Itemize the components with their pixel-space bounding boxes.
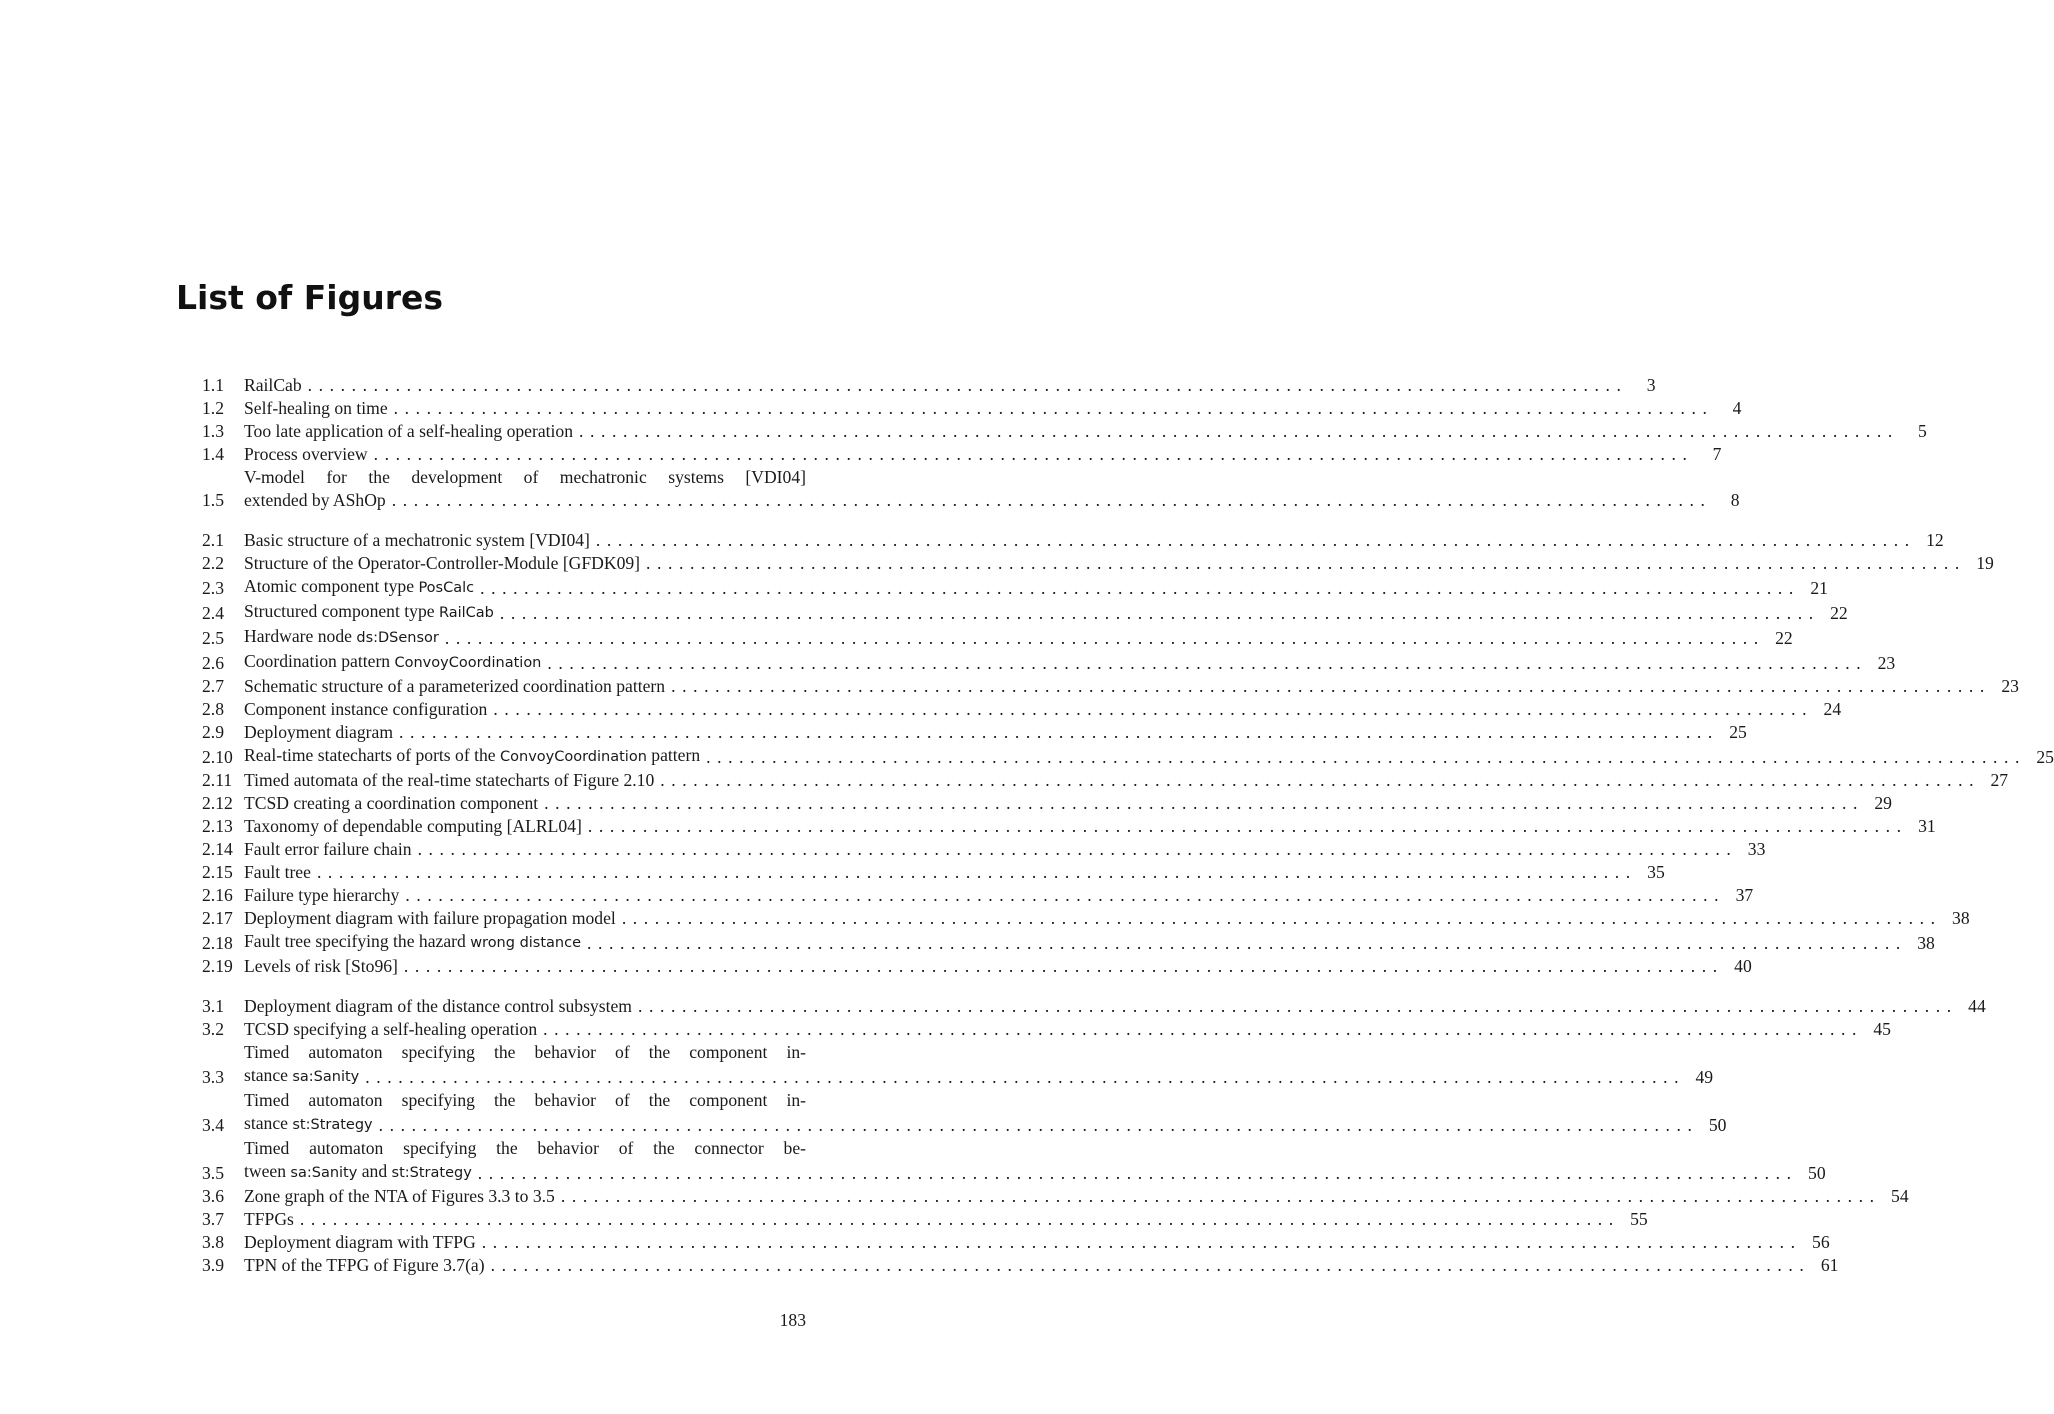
figure-entry-body <box>244 995 1986 1018</box>
dot-leader: ........................................................................................................................ <box>547 653 1868 673</box>
figure-number: 1.4 <box>202 444 224 464</box>
figure-entry-body <box>244 769 2009 792</box>
dot-leader: ........................................................................................................................ <box>399 722 1719 742</box>
figure-entry[interactable] <box>202 930 1935 955</box>
figure-title <box>244 995 632 1018</box>
figure-number: 2.8 <box>202 699 224 719</box>
figure-entry-body <box>244 1018 1891 1041</box>
figure-title <box>244 930 581 955</box>
figure-title-text: Too late application of a self-healing operation <box>244 421 574 441</box>
figure-title-text: stance <box>244 1065 293 1085</box>
dot-leader: ........................................................................................................................ <box>477 1163 1798 1183</box>
figure-page-number: 54 <box>1891 1186 1909 1206</box>
figure-title-line <box>244 815 1936 838</box>
figure-entry-body <box>244 1254 1839 1277</box>
figure-title-text: Atomic component type <box>244 576 419 596</box>
figure-page-number: 23 <box>2001 676 2019 696</box>
dot-leader: ........................................................................................................................ <box>316 862 1637 882</box>
figure-title-line <box>244 884 1754 907</box>
figure-title-first-line: Timed automaton specifying the behavior of the component in- <box>244 1090 806 1110</box>
dot-leader: ........................................................................................................................ <box>543 1019 1863 1039</box>
figure-title <box>244 1160 472 1185</box>
figure-title <box>244 792 538 815</box>
figure-number: 1.3 <box>202 421 224 441</box>
figure-entry-body <box>244 1208 1648 1231</box>
figure-title-identifier-2: st:Strategy <box>391 1165 472 1181</box>
figure-entry-body <box>244 792 1892 815</box>
figure-title-text: Taxonomy of dependable computing [ALRL04] <box>244 816 582 836</box>
figure-entry-body <box>244 1137 1826 1185</box>
figure-entry[interactable] <box>202 675 2019 698</box>
figure-title <box>244 1018 537 1041</box>
figure-page-number: 29 <box>1874 793 1892 813</box>
figure-entry-body <box>244 955 1752 978</box>
figure-title-text: Self-healing on time <box>244 398 388 418</box>
figure-page-number: 44 <box>1968 996 1986 1016</box>
figure-title-text: Zone graph of the NTA of Figures 3.3 to 3.5 <box>244 1186 555 1206</box>
figure-entry[interactable] <box>202 1137 1826 1185</box>
figure-number: 3.2 <box>202 1019 224 1039</box>
figure-title <box>244 815 582 838</box>
figure-title-identifier: RailCab <box>438 605 494 621</box>
figure-title-line <box>244 552 1994 575</box>
figure-title <box>244 1208 294 1231</box>
figure-title-text: Basic structure of a mechatronic system [VDI04] <box>244 530 590 550</box>
figure-page-number: 61 <box>1820 1255 1839 1275</box>
figure-title <box>244 907 616 930</box>
figure-title-text: Timed automata of the real-time statecharts of Figure 2.10 <box>244 770 655 790</box>
figure-entry[interactable] <box>202 397 1742 420</box>
figure-title-line <box>244 930 1935 955</box>
dot-leader: ........................................................................................................................ <box>706 747 2026 767</box>
figure-title-text: Failure type hierarchy <box>244 885 400 905</box>
figure-title-text: Fault error failure chain <box>244 839 412 859</box>
figure-title-identifier: ConvoyCoordination <box>394 655 542 671</box>
figure-title <box>244 650 541 675</box>
figure-number: 1.2 <box>202 398 224 418</box>
figure-title-text: tween <box>244 1161 291 1181</box>
figure-entry-body <box>244 675 2019 698</box>
figure-entry[interactable] <box>202 792 1892 815</box>
figure-title-line <box>244 600 1848 625</box>
figure-title-text: Schematic structure of a parameterized coordination pattern <box>244 676 666 696</box>
figure-entry-body <box>244 1089 1727 1137</box>
figure-title <box>244 552 640 575</box>
figure-number: 2.12 <box>202 793 233 813</box>
figure-title <box>244 698 487 721</box>
figure-title-text-after: and <box>357 1161 392 1181</box>
figure-page-number: 7 <box>1712 444 1722 464</box>
figure-title-text: Fault tree <box>244 862 311 882</box>
figure-title-line <box>244 1208 1648 1231</box>
figure-title <box>244 420 573 443</box>
figure-entry[interactable] <box>202 721 1747 744</box>
figure-number: 2.17 <box>202 908 233 928</box>
figure-page-number: 24 <box>1823 699 1842 719</box>
figure-title-line <box>244 529 1944 552</box>
dot-leader: ........................................................................................................................ <box>417 839 1738 859</box>
figure-number: 2.14 <box>202 839 233 859</box>
figure-title <box>244 675 665 698</box>
figure-title <box>244 1231 476 1254</box>
figure-title-line <box>244 1231 1830 1254</box>
figure-title <box>244 1064 359 1089</box>
figure-entry[interactable] <box>202 1018 1891 1041</box>
figure-entry[interactable] <box>202 995 1986 1018</box>
figure-entry[interactable] <box>202 698 1842 721</box>
dot-leader: ........................................................................................................................ <box>621 908 1942 928</box>
figure-title-line <box>244 675 2019 698</box>
figure-page-number: 3 <box>1646 375 1656 395</box>
figure-title-first-line: Timed automaton specifying the behavior of the component in- <box>244 1042 806 1062</box>
figure-entry-body <box>244 744 2054 769</box>
dot-leader: ........................................................................................................................ <box>405 885 1726 905</box>
figure-title-line <box>244 861 1665 884</box>
figure-entry[interactable] <box>202 769 2009 792</box>
figure-number: 2.1 <box>202 530 224 550</box>
figure-entry-body <box>244 1231 1830 1254</box>
figure-title-line <box>244 625 1793 650</box>
page-number: 183 <box>779 1310 806 1330</box>
figure-title <box>244 529 590 552</box>
figure-title-text: Coordination pattern <box>244 651 395 671</box>
figure-entry[interactable] <box>202 907 1970 930</box>
figure-entry[interactable] <box>202 420 1927 443</box>
figure-title-line <box>244 650 1896 675</box>
figure-number: 3.4 <box>202 1115 224 1135</box>
figure-title-first-line: V-model for the development of mechatronic systems [VDI04] <box>244 467 806 487</box>
dot-leader: ........................................................................................................................ <box>587 816 1908 836</box>
dot-leader: ........................................................................................................................ <box>391 490 1712 510</box>
figure-title <box>244 397 388 420</box>
figure-title-line <box>244 1160 1826 1185</box>
figure-page-number: 55 <box>1630 1209 1648 1229</box>
figure-title-line <box>244 721 1747 744</box>
figure-page-number: 40 <box>1734 956 1752 976</box>
page-title: List of Figures <box>176 278 444 317</box>
figure-page-number: 38 <box>1917 933 1935 953</box>
figure-entry[interactable] <box>202 575 1828 600</box>
figure-number: 2.9 <box>202 722 224 742</box>
figure-title-text: TFPGs <box>244 1209 294 1229</box>
figure-entry-body <box>244 529 1944 552</box>
figure-title-text: TCSD specifying a self-healing operation <box>244 1019 538 1039</box>
figure-number: 1.1 <box>202 375 224 395</box>
figure-title-identifier: sa:Sanity <box>292 1069 360 1085</box>
figure-entry[interactable] <box>202 600 1848 625</box>
figure-title <box>244 374 302 397</box>
dot-leader: ........................................................................................................................ <box>560 1186 1881 1206</box>
figure-entry-body <box>244 443 1722 466</box>
dot-leader: ........................................................................................................................ <box>393 398 1714 418</box>
dot-leader: ........................................................................................................................ <box>490 1255 1811 1275</box>
figure-page-number: 50 <box>1808 1163 1826 1183</box>
figure-page-number: 22 <box>1830 603 1848 623</box>
figure-page-number: 25 <box>2036 747 2054 767</box>
figure-title-text: Deployment diagram with TFPG <box>244 1232 476 1252</box>
figure-number: 2.13 <box>202 816 233 836</box>
figure-page-number: 38 <box>1952 908 1970 928</box>
figure-title <box>244 744 700 769</box>
figure-title-text: Structure of the Operator-Controller-Module [GFDK09] <box>244 553 641 573</box>
figure-number: 2.5 <box>202 628 224 648</box>
figure-title-line <box>244 489 1740 512</box>
figure-title <box>244 884 399 907</box>
figure-entry-body <box>244 420 1927 443</box>
figure-title-line <box>244 443 1722 466</box>
figure-title-line <box>244 374 1656 397</box>
figure-group <box>202 529 2054 978</box>
figure-title-identifier: sa:Sanity <box>290 1165 358 1181</box>
figure-group <box>202 995 1986 1277</box>
figure-title-line <box>244 397 1742 420</box>
figure-page-number: 22 <box>1775 628 1793 648</box>
figure-number: 2.2 <box>202 553 224 573</box>
figure-title-line <box>244 698 1842 721</box>
figure-number: 2.11 <box>202 770 233 790</box>
figure-number: 3.5 <box>202 1163 224 1183</box>
figure-entry-body <box>244 930 1935 955</box>
figure-title <box>244 721 393 744</box>
figure-title-text-after: pattern <box>646 745 701 765</box>
figure-title-text: Levels of risk [Sto96] <box>244 956 398 976</box>
figure-entry[interactable] <box>202 1185 1909 1208</box>
figure-title-line <box>244 907 1970 930</box>
figure-number: 2.16 <box>202 885 233 905</box>
dot-leader: ........................................................................................................................ <box>378 1115 1699 1135</box>
figure-title <box>244 443 368 466</box>
figure-page-number: 27 <box>1990 770 2009 790</box>
figure-title <box>244 955 398 978</box>
figure-entry[interactable] <box>202 1089 1727 1137</box>
figure-title-text: Deployment diagram of the distance control subsystem <box>244 996 632 1016</box>
figure-page-number: 4 <box>1732 398 1742 418</box>
dot-leader: ........................................................................................................................ <box>579 421 1899 441</box>
dot-leader: ........................................................................................................................ <box>365 1067 1686 1087</box>
figure-page-number: 37 <box>1735 885 1754 905</box>
figure-number: 2.7 <box>202 676 224 696</box>
figure-title-text: Deployment diagram with failure propagation model <box>244 908 616 928</box>
figure-entry[interactable] <box>202 443 1722 466</box>
figure-number: 2.6 <box>202 653 224 673</box>
figure-title-line <box>244 1018 1891 1041</box>
figure-entry-body <box>244 884 1754 907</box>
figure-entry[interactable] <box>202 1231 1830 1254</box>
dot-leader: ........................................................................................................................ <box>499 603 1820 623</box>
figure-entry-body <box>244 838 1766 861</box>
figure-title-line <box>244 995 1986 1018</box>
figure-page-number: 12 <box>1926 530 1944 550</box>
figure-number: 3.7 <box>202 1209 224 1229</box>
figure-entry-body <box>244 861 1665 884</box>
figure-title-line <box>244 420 1927 443</box>
figure-page-number: 49 <box>1695 1067 1714 1087</box>
figure-title-line <box>244 955 1752 978</box>
figure-entry-body <box>244 650 1896 675</box>
figure-entry-body <box>244 397 1742 420</box>
figure-title-text: extended by AShOp <box>244 490 386 510</box>
figure-entry[interactable] <box>202 744 2054 769</box>
figure-page-number: 23 <box>1877 653 1896 673</box>
figure-title-text: TCSD creating a coordination component <box>244 793 539 813</box>
figure-title <box>244 861 311 884</box>
figure-entry[interactable] <box>202 552 1994 575</box>
dot-leader: ........................................................................................................................ <box>587 933 1907 953</box>
figure-list <box>202 374 2054 1294</box>
figure-entry[interactable] <box>202 466 1740 512</box>
figure-entry-body <box>244 907 1970 930</box>
figure-title-line <box>244 744 2054 769</box>
figure-page-number: 25 <box>1729 722 1747 742</box>
figure-entry-body <box>244 575 1828 600</box>
figure-page-number: 33 <box>1747 839 1766 859</box>
dot-leader: ........................................................................................................................ <box>444 628 1765 648</box>
figure-page-number: 31 <box>1918 816 1936 836</box>
figure-title-identifier: st:Strategy <box>292 1117 373 1133</box>
figure-entry[interactable] <box>202 815 1936 838</box>
figure-entry[interactable] <box>202 861 1665 884</box>
figure-title-identifier: ConvoyCoordination <box>500 749 647 765</box>
figure-title-text: stance <box>244 1113 293 1133</box>
figure-entry-body <box>244 1185 1909 1208</box>
figure-title <box>244 600 494 625</box>
figure-title-line <box>244 792 1892 815</box>
dot-leader: ........................................................................................................................ <box>637 996 1958 1016</box>
figure-page-number: 35 <box>1647 862 1665 882</box>
figure-entry-body <box>244 721 1747 744</box>
figure-title-line <box>244 769 2009 792</box>
dot-leader: ........................................................................................................................ <box>403 956 1724 976</box>
dot-leader: ........................................................................................................................ <box>646 553 1966 573</box>
figure-title-line <box>244 838 1766 861</box>
figure-number: 2.4 <box>202 603 224 623</box>
figure-title-identifier: PosCalc <box>418 580 475 596</box>
figure-number: 1.5 <box>202 490 224 510</box>
figure-title-text: RailCab <box>244 375 302 395</box>
figure-title-identifier: ds:DSensor <box>356 630 439 646</box>
figure-number: 2.3 <box>202 578 224 598</box>
dot-leader: ........................................................................................................................ <box>493 699 1814 719</box>
figure-entry-body <box>244 625 1793 650</box>
figure-title-text: Structured component type <box>244 601 439 621</box>
figure-title <box>244 575 474 600</box>
figure-entry[interactable] <box>202 1041 1714 1089</box>
figure-title-text: TPN of the TFPG of Figure 3.7(a) <box>244 1255 485 1275</box>
figure-title <box>244 838 412 861</box>
figure-number: 2.19 <box>202 956 233 976</box>
figure-title-text: Component instance configuration <box>244 699 488 719</box>
figure-title-line <box>244 575 1828 600</box>
figure-title-line <box>244 1185 1909 1208</box>
figure-number: 2.15 <box>202 862 233 882</box>
figure-entry-body <box>244 374 1656 397</box>
figure-page-number: 50 <box>1708 1115 1727 1135</box>
figure-number: 3.6 <box>202 1186 224 1206</box>
dot-leader: ........................................................................................................................ <box>595 530 1916 550</box>
figure-title-text: Real-time statecharts of ports of the <box>244 745 501 765</box>
figure-entry[interactable] <box>202 374 1656 397</box>
figure-title-identifier: wrong distance <box>470 935 582 951</box>
dot-leader: ........................................................................................................................ <box>481 1232 1802 1252</box>
figure-entry[interactable] <box>202 1254 1839 1277</box>
figure-page-number: 8 <box>1730 490 1740 510</box>
figure-entry-body <box>244 698 1842 721</box>
dot-leader: ........................................................................................................................ <box>480 578 1800 598</box>
figure-title <box>244 625 439 650</box>
figure-entry[interactable] <box>202 529 1944 552</box>
figure-entry[interactable] <box>202 884 1754 907</box>
figure-entry[interactable] <box>202 838 1766 861</box>
figure-number: 2.10 <box>202 747 233 767</box>
dot-leader: ........................................................................................................................ <box>299 1209 1620 1229</box>
figure-group <box>202 374 1927 512</box>
figure-title-text: Fault tree specifying the hazard <box>244 931 471 951</box>
figure-page-number: 45 <box>1873 1019 1891 1039</box>
figure-page-number: 5 <box>1918 421 1927 441</box>
figure-number: 3.8 <box>202 1232 224 1252</box>
figure-entry[interactable] <box>202 625 1793 650</box>
figure-title-text: Deployment diagram <box>244 722 394 742</box>
figure-title-text: Hardware node <box>244 626 357 646</box>
figure-title <box>244 769 654 792</box>
figure-title-line <box>244 1064 1714 1089</box>
figure-title <box>244 1112 373 1137</box>
figure-entry[interactable] <box>202 650 1896 675</box>
dot-leader: ........................................................................................................................ <box>373 444 1694 464</box>
figure-title-line <box>244 1254 1839 1277</box>
figure-number: 3.1 <box>202 996 224 1016</box>
dot-leader: ........................................................................................................................ <box>307 375 1628 395</box>
figure-page-number: 21 <box>1810 578 1828 598</box>
figure-entry-body <box>244 466 1740 512</box>
figure-entry-body <box>244 552 1994 575</box>
figure-title-first-line: Timed automaton specifying the behavior of the connector be- <box>244 1138 806 1158</box>
dot-leader: ........................................................................................................................ <box>544 793 1864 813</box>
figure-page-number: 19 <box>1976 553 1994 573</box>
figure-title-text: Process overview <box>244 444 368 464</box>
figure-entry-body <box>244 1041 1714 1089</box>
figure-number: 2.18 <box>202 933 233 953</box>
figure-entry[interactable] <box>202 955 1752 978</box>
figure-entry-body <box>244 815 1936 838</box>
dot-leader: ........................................................................................................................ <box>671 676 1991 696</box>
dot-leader: ........................................................................................................................ <box>660 770 1981 790</box>
figure-title <box>244 1254 485 1277</box>
figure-entry-body <box>244 600 1848 625</box>
figure-title <box>244 489 386 512</box>
figure-number: 3.9 <box>202 1255 224 1275</box>
figure-page-number: 56 <box>1812 1232 1830 1252</box>
figure-title-line <box>244 1112 1727 1137</box>
figure-title <box>244 1185 555 1208</box>
figure-entry[interactable] <box>202 1208 1648 1231</box>
figure-number: 3.3 <box>202 1067 224 1087</box>
